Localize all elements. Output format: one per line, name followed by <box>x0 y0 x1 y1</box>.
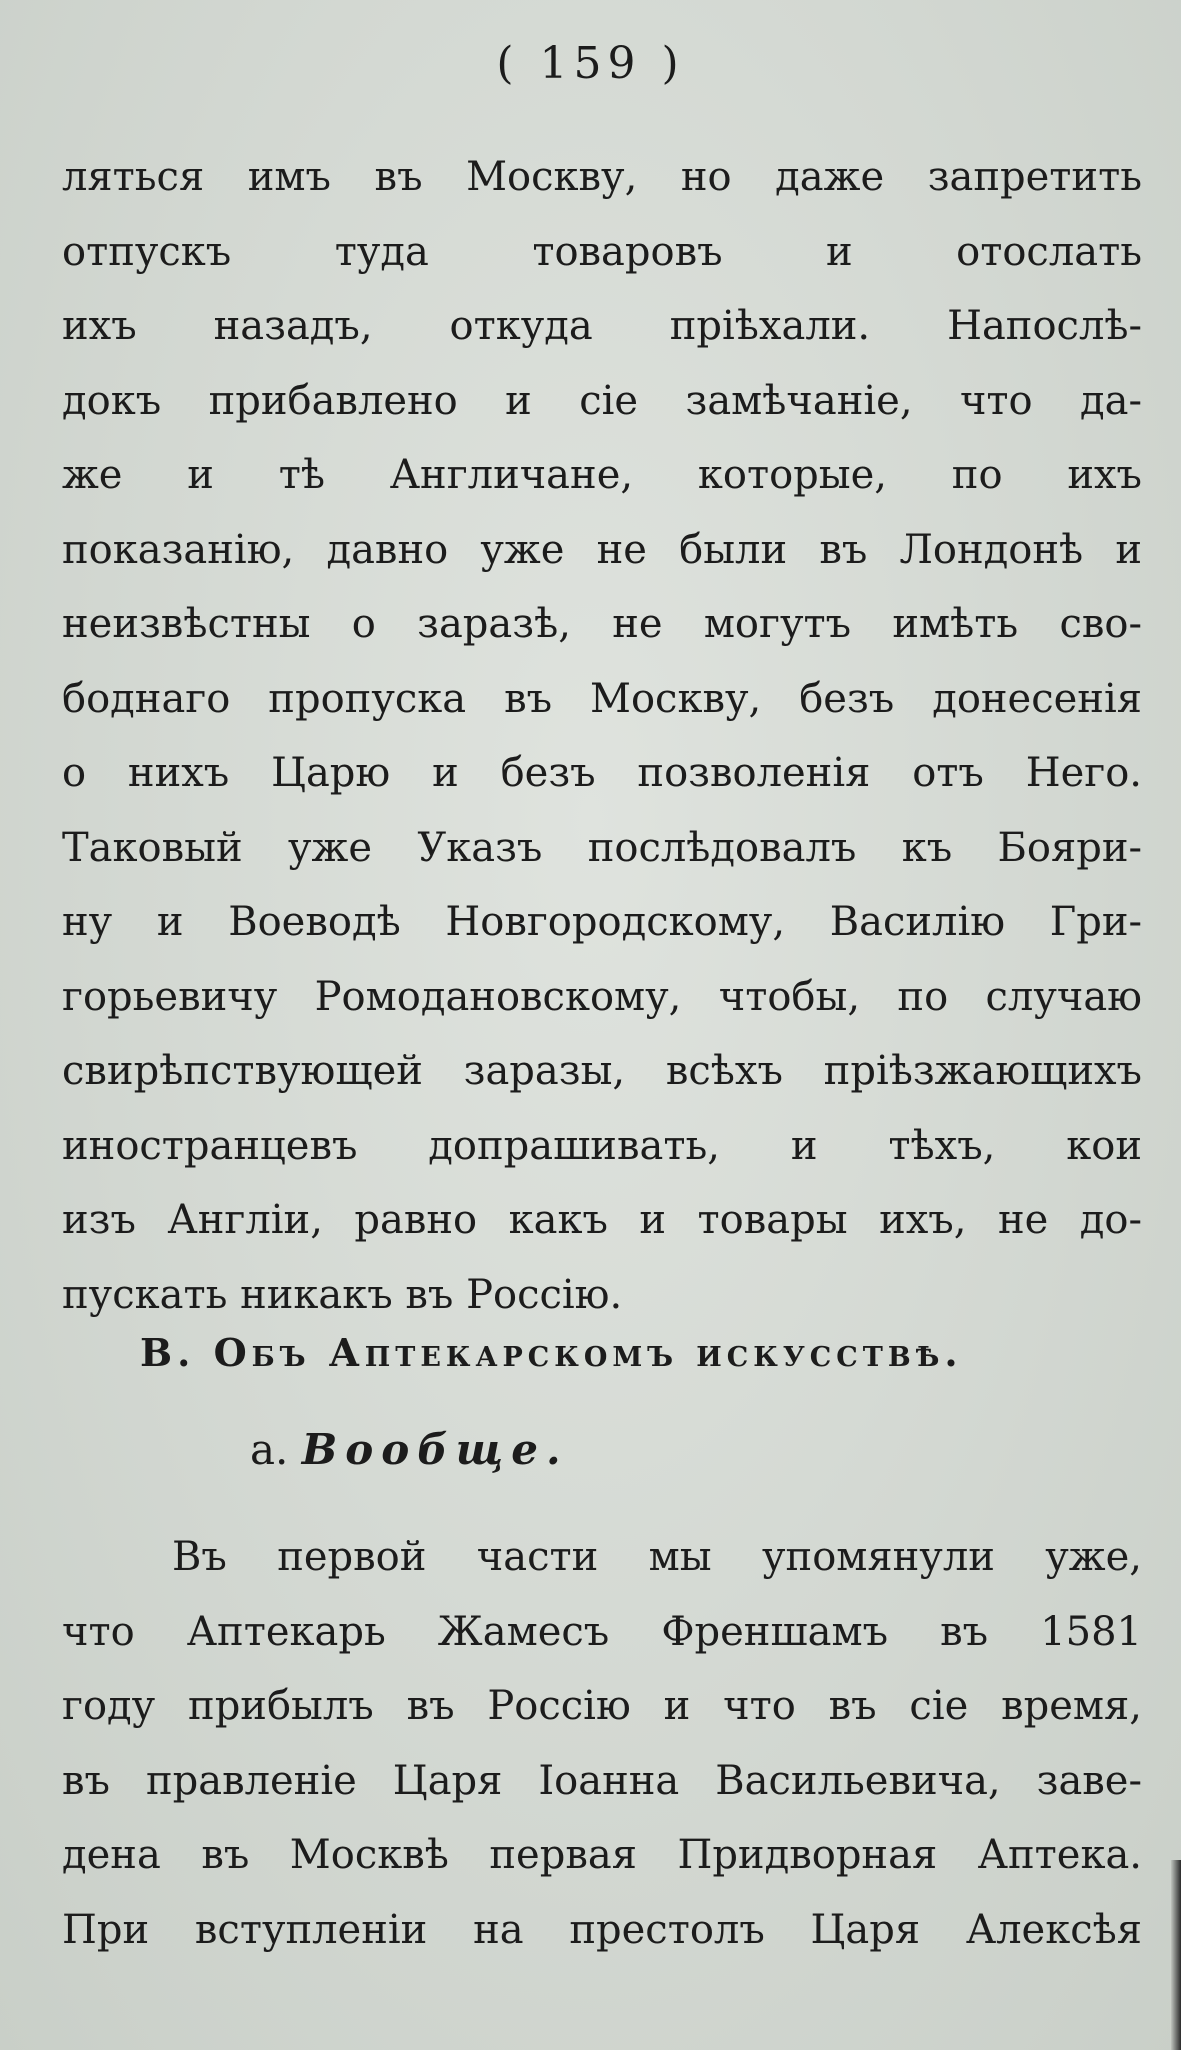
text-line: иностранцевъ допрашивать, и тѣхъ, кои <box>62 1122 1142 1169</box>
section-heading: В. Объ Аптекарскомъ искусствѣ. <box>140 1330 963 1375</box>
text-line: дена въ Москвѣ первая Придворная Аптека. <box>62 1832 1142 1878</box>
text-line: году прибылъ въ Россію и что въ сіе время, <box>62 1683 1142 1729</box>
text-line: ну и Воеводѣ Новгородскому, Василію Гри- <box>62 899 1142 945</box>
text-line: горьевичу Ромодановскому, чтобы, по случаю <box>62 973 1142 1020</box>
text-line: Таковый уже Указъ послѣдовалъ къ Бояри- <box>62 824 1142 871</box>
subsection-marker: а. <box>250 1425 289 1474</box>
text-line: неизвѣстны о заразѣ, не могутъ имѣть сво- <box>62 601 1142 647</box>
subsection-heading <box>250 1425 569 1474</box>
text-line: При вступленіи на престолъ Царя Алексѣя <box>62 1906 1142 1953</box>
text-line: лятьcя имъ въ Москву, но даже запретить <box>62 154 1142 200</box>
text-line: свирѣпствующей заразы, всѣхъ пріѣзжающихъ <box>62 1048 1142 1094</box>
page-number: ( 159 ) <box>496 38 685 89</box>
text-line: пускать никакъ въ Россію. <box>62 1271 623 1318</box>
text-line: же и тѣ Англичане, которые, по ихъ <box>62 452 1142 498</box>
text-line: изъ Англіи, равно какъ и товары ихъ, не до- <box>62 1197 1142 1243</box>
text-line: показанію, давно уже не были въ Лондонѣ и <box>62 526 1142 573</box>
page-edge-shadow <box>1171 1860 1181 2050</box>
text-line: о нихъ Царю и безъ позволенія отъ Него. <box>62 750 1142 796</box>
paragraph-2 <box>62 1520 1142 1967</box>
text-line-content: Въ первой части мы упомянули уже, <box>172 1534 1142 1580</box>
subsection-title: Вообще. <box>301 1425 569 1474</box>
text-line: что Аптекарь Жамесъ Френшамъ въ 1581 <box>62 1608 1142 1655</box>
text-line: въ правленіе Царя Іоанна Васильевича, заве- <box>62 1757 1142 1804</box>
paragraph-1 <box>62 140 1142 1332</box>
text-line: ихъ назадъ, откуда пріѣхали. Напослѣ- <box>62 303 1142 349</box>
text-line-indented <box>62 1520 1142 1595</box>
text-line: боднаго пропуска въ Москву, безъ донесенія <box>62 675 1142 722</box>
text-line: докъ прибавлено и сіе замѣчаніе, что да- <box>62 377 1142 424</box>
text-line: отпускъ туда товаровъ и отослать <box>62 228 1142 275</box>
